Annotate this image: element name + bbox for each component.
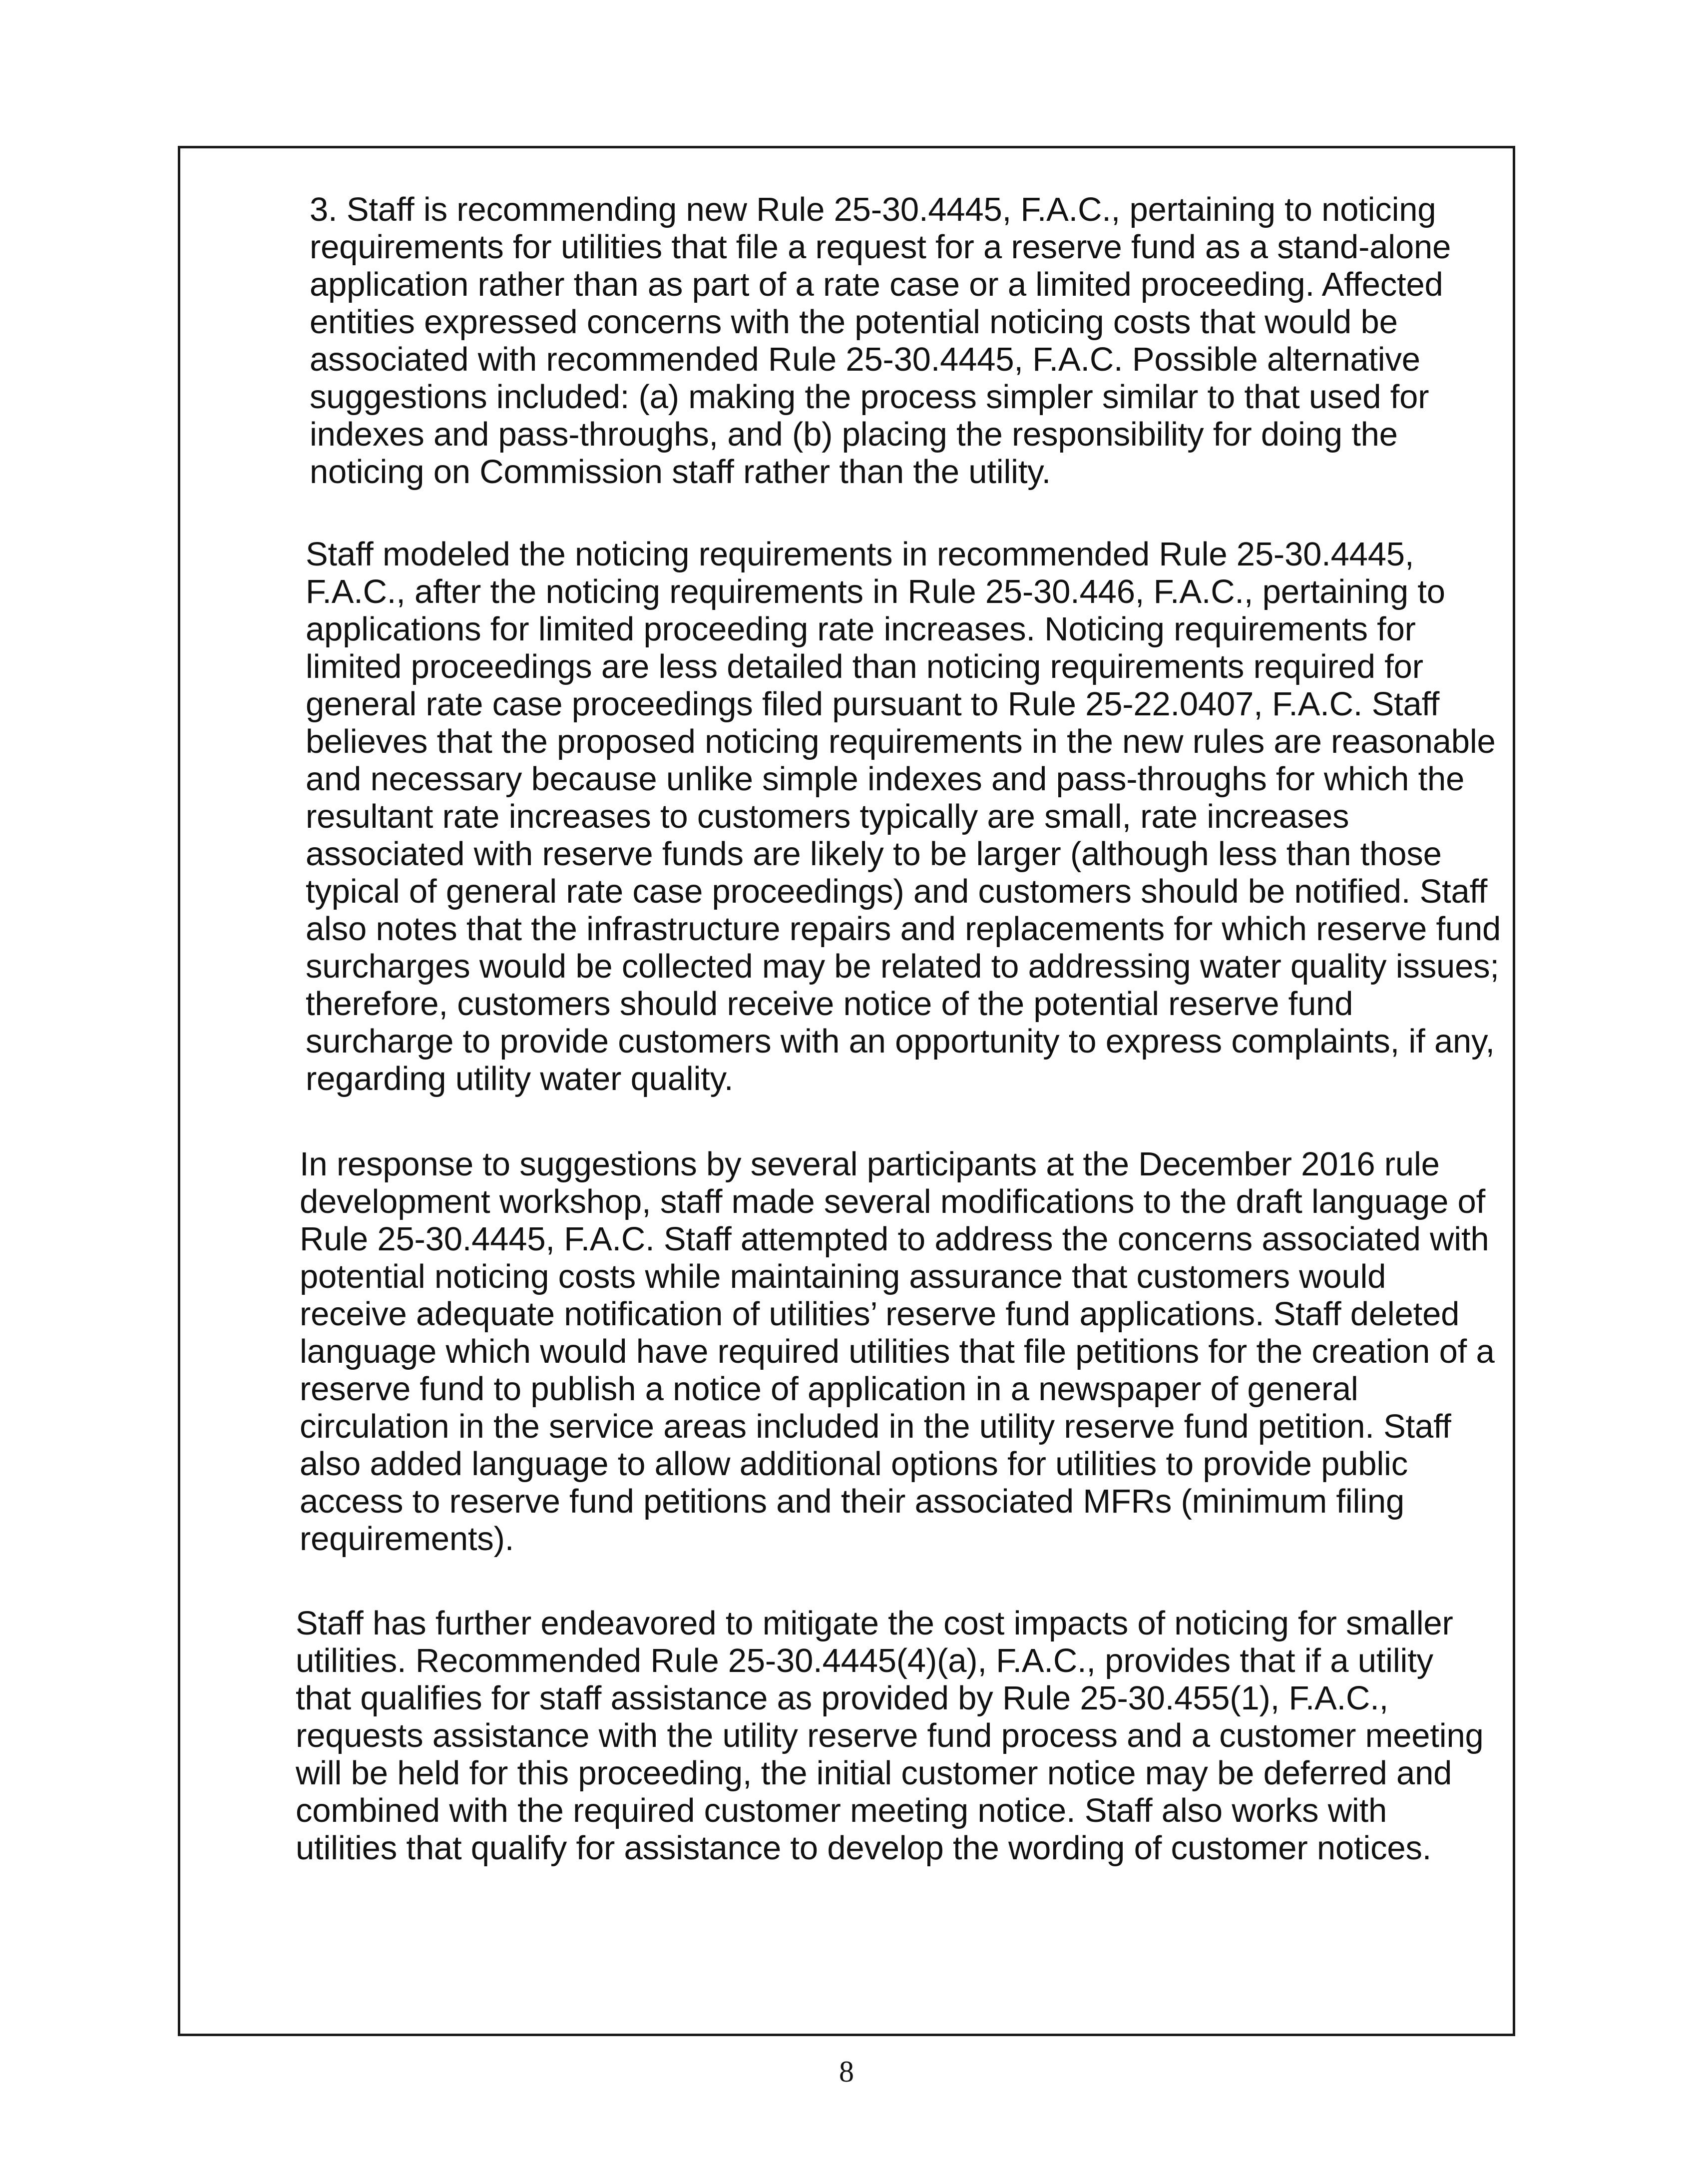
paragraph-noticing-model: Staff modeled the noticing requirements in recommended Rule 25-30.4445, F.A.C., after the noticing requirements in Rule 25-30.446, F.A.C., pertaining to applications for limited proceeding rate increases. Noticing requirements for limited proceedings are less detailed than noticing requirements required for general rate case proceedings filed pursuant to Rule 25-22.0407, F.A.C. Staff believes that the proposed noticing requirements in the new rules are reasonable and necessary because unlike simple indexes and pass-throughs for which the resultant rate increases to customers typically are small, rate increases associated with reserve funds are likely to be larger (although less than those typical of general rate case proceedings) and customers should be notified. Staff also notes that the infrastructure repairs and replacements for which reserve fund surcharges would be collected may be related to addressing water quality issues; therefore, customers should receive notice of the potential reserve fund surcharge to provide customers with an opportunity to express complaints, if any, regarding utility water quality.	[306, 536, 1501, 1097]
page-number: 8	[839, 2055, 854, 2088]
paragraph-workshop-modifications: In response to suggestions by several participants at the December 2016 rule development workshop, staff made several modifications to the draft language of Rule 25-30.4445, F.A.C. Staff attempted to address the concerns associated with potential noticing costs while maintaining assurance that customers would receive adequate notification of utilities’ reserve fund applications. Staff deleted language which would have required utilities that file petitions for the creation of a reserve fund to publish a notice of application in a newspaper of general circulation in the service areas included in the utility reserve fund petition. Staff also added language to allow additional options for utilities to provide public access to reserve fund petitions and their associated MFRs (minimum filing requirements).	[300, 1145, 1495, 1558]
paragraph-noticing-recommendation: 3. Staff is recommending new Rule 25-30.4445, F.A.C., pertaining to noticing requirements for utilities that file a request for a reserve fund as a stand-alone application rather than as part of a rate case or a limited proceeding. Affected entities expressed concerns with the potential noticing costs that would be associated with recommended Rule 25-30.4445, F.A.C. Possible alternative suggestions included: (a) making the process simpler similar to that used for indexes and pass-throughs, and (b) placing the responsibility for doing the noticing on Commission staff rather than the utility.	[310, 191, 1451, 491]
paragraph-smaller-utilities: Staff has further endeavored to mitigate the cost impacts of noticing for smaller utilities. Recommended Rule 25-30.4445(4)(a), F.A.C., provides that if a utility that qualifies for staff assistance as provided by Rule 25-30.455(1), F.A.C., requests assistance with the utility reserve fund process and a customer meeting will be held for this proceeding, the initial customer notice may be deferred and combined with the required customer meeting notice. Staff also works with utilities that qualify for assistance to develop the wording of customer notices.	[296, 1605, 1484, 1867]
